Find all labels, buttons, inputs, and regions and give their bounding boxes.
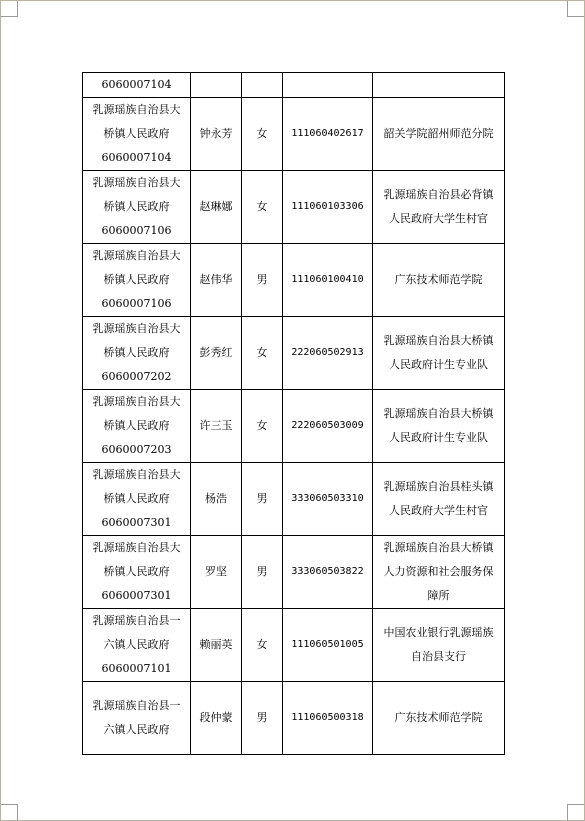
employer-unit-cell-line: 6060007301 [101,589,172,602]
exam-number-cell: 111060402617 [283,98,373,171]
employer-unit-cell-line: 6060007101 [101,662,172,675]
employer-unit-cell [83,390,191,463]
employer-unit-cell-line: 六镇人民政府 [103,638,170,651]
work-unit-cell [373,98,505,171]
name-cell: 赵伟华 [191,244,242,317]
work-unit-cell-line: 人民政府计生专业队 [389,358,488,371]
employer-unit-cell-line: 6060007301 [101,516,172,529]
sex-cell: 女 [242,317,283,390]
candidate-table [82,72,505,755]
sex-cell: 女 [242,390,283,463]
work-unit-cell-line: 乳源瑶族自治县大桥镇 [383,334,494,347]
sex-cell: 女 [242,609,283,682]
employer-unit-cell-line: 桥镇人民政府 [103,565,170,578]
name-cell: 彭秀红 [191,317,242,390]
crop-mark-top-right [567,1,568,17]
name-cell: 赖丽英 [191,609,242,682]
name-cell: 段仲蒙 [191,682,242,755]
work-unit-cell-line: 乳源瑶族自治县大桥镇 [383,541,494,554]
employer-unit-cell-line: 6060007203 [101,443,172,456]
employer-unit-cell-line: 桥镇人民政府 [103,419,170,432]
employer-unit-cell-line: 乳源瑶族自治县大 [92,395,181,408]
candidate-table-body [83,73,505,755]
employer-unit-cell [83,171,191,244]
work-unit-cell-line: 中国农业银行乳源瑶族 [383,626,494,639]
work-unit-cell-line: 广东技术师范学院 [394,711,483,724]
table-row [83,390,505,463]
work-unit-cell [373,682,505,755]
work-unit-cell [373,244,505,317]
work-unit-cell-line: 自治县支行 [411,650,466,663]
employer-unit-cell-line: 桥镇人民政府 [103,492,170,505]
name-cell: 赵琳娜 [191,171,242,244]
work-unit-cell-line: 广东技术师范学院 [394,273,483,286]
employer-unit-cell [83,244,191,317]
exam-number-cell: 333060503310 [283,463,373,536]
employer-unit-cell-line: 6060007104 [101,78,172,91]
sex-cell: 女 [242,171,283,244]
work-unit-cell-line: 障所 [427,589,450,602]
name-cell [191,73,242,98]
employer-unit-cell-line: 乳源瑶族自治县一 [92,699,181,712]
crop-mark-top-left [1,16,17,17]
employer-unit-cell-line: 乳源瑶族自治县大 [92,322,181,335]
exam-number-cell: 222060503009 [283,390,373,463]
exam-number-cell: 111060103306 [283,171,373,244]
crop-mark-bottom-right [568,804,584,805]
sex-cell: 男 [242,682,283,755]
employer-unit-cell-line: 6060007106 [101,224,172,237]
employer-unit-cell [83,536,191,609]
work-unit-cell-line: 人民政府大学生村官 [389,212,488,225]
table-row [83,98,505,171]
sex-cell: 男 [242,244,283,317]
table-row [83,536,505,609]
sex-cell [242,73,283,98]
work-unit-cell-line: 乳源瑶族自治县大桥镇 [383,407,494,420]
employer-unit-cell [83,609,191,682]
exam-number-cell: 111060501005 [283,609,373,682]
employer-unit-cell [83,463,191,536]
employer-unit-cell-line: 乳源瑶族自治县大 [92,249,181,262]
work-unit-cell [373,390,505,463]
employer-unit-cell-line: 六镇人民政府 [103,723,170,736]
table-row [83,73,505,98]
employer-unit-cell [83,98,191,171]
name-cell: 罗坚 [191,536,242,609]
employer-unit-cell-line: 6060007106 [101,297,172,310]
table-row [83,171,505,244]
exam-number-cell [283,73,373,98]
employer-unit-cell-line: 乳源瑶族自治县大 [92,176,181,189]
name-cell: 许三玉 [191,390,242,463]
work-unit-cell-line: 乳源瑶族自治县必背镇 [383,188,494,201]
work-unit-cell [373,609,505,682]
employer-unit-cell-line: 桥镇人民政府 [103,127,170,140]
exam-number-cell: 333060503822 [283,536,373,609]
table-row [83,317,505,390]
crop-mark-top-left [17,1,18,17]
sex-cell: 男 [242,536,283,609]
sex-cell: 男 [242,463,283,536]
employer-unit-cell-line: 桥镇人民政府 [103,200,170,213]
name-cell: 钟永芳 [191,98,242,171]
employer-unit-cell-line: 乳源瑶族自治县大 [92,468,181,481]
table-row [83,682,505,755]
employer-unit-cell-line: 6060007202 [101,370,172,383]
crop-mark-bottom-left [17,804,18,820]
employer-unit-cell-line: 桥镇人民政府 [103,273,170,286]
employer-unit-cell [83,73,191,98]
work-unit-cell-line: 人民政府大学生村官 [389,504,488,517]
employer-unit-cell-line: 乳源瑶族自治县大 [92,541,181,554]
employer-unit-cell-line: 乳源瑶族自治县大 [92,103,181,116]
exam-number-cell: 222060502913 [283,317,373,390]
employer-unit-cell [83,682,191,755]
work-unit-cell-line: 韶关学院韶州师范分院 [383,127,494,140]
work-unit-cell [373,171,505,244]
employer-unit-cell [83,317,191,390]
sex-cell: 女 [242,98,283,171]
work-unit-cell-line: 人民政府计生专业队 [389,431,488,444]
table-row [83,463,505,536]
work-unit-cell [373,73,505,98]
crop-mark-bottom-right [567,804,568,820]
employer-unit-cell-line: 6060007104 [101,151,172,164]
work-unit-cell [373,317,505,390]
crop-mark-bottom-left [1,804,17,805]
table-row [83,244,505,317]
work-unit-cell-line: 人力资源和社会服务保 [383,565,494,578]
employer-unit-cell-line: 桥镇人民政府 [103,346,170,359]
employer-unit-cell-line: 乳源瑶族自治县一 [92,614,181,627]
crop-mark-top-right [568,16,584,17]
work-unit-cell-line: 乳源瑶族自治县桂头镇 [383,480,494,493]
work-unit-cell [373,463,505,536]
table-row [83,609,505,682]
exam-number-cell: 111060500318 [283,682,373,755]
work-unit-cell [373,536,505,609]
name-cell: 杨浩 [191,463,242,536]
exam-number-cell: 111060100410 [283,244,373,317]
